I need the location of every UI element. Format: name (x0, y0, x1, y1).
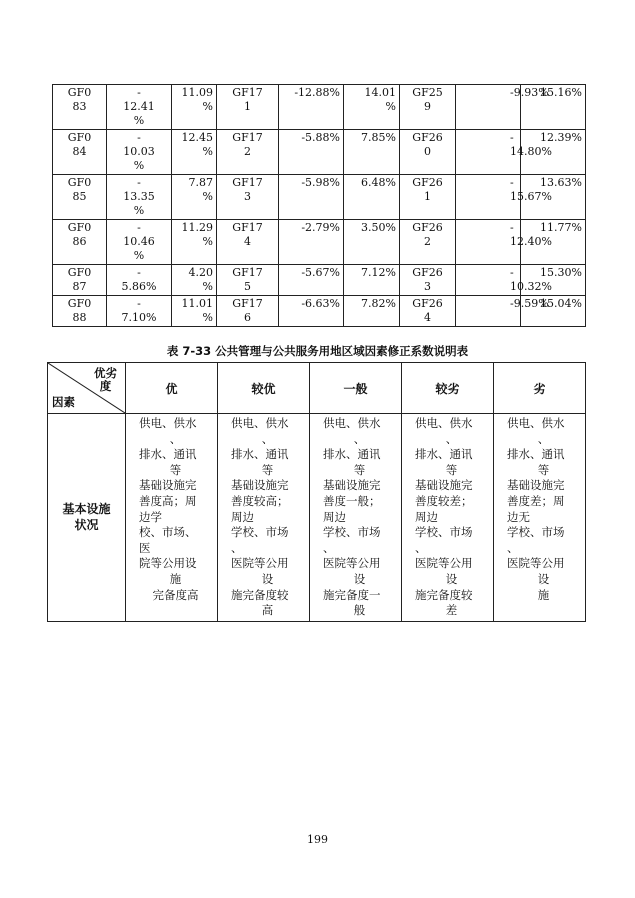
table-cell: 11.09 % (172, 85, 217, 130)
table-cell: 7.82% (344, 296, 400, 327)
factor-description-table (47, 362, 586, 622)
table-cell: GF26 3 (400, 265, 456, 296)
table-cell: GF26 2 (400, 220, 456, 265)
table-cell: GF17 2 (217, 130, 279, 175)
table-cell: GF0 83 (53, 85, 107, 130)
table-cell: GF0 88 (53, 296, 107, 327)
header-grade-2: 较优 (218, 363, 310, 414)
table-cell: - 10.03 % (107, 130, 172, 175)
table-cell: - 7.10% (107, 296, 172, 327)
table-row (53, 265, 586, 296)
table-cell: -9.59% (456, 296, 521, 327)
table-cell: - 10.46 % (107, 220, 172, 265)
table-cell: -5.67% (279, 265, 344, 296)
table-cell: 13.63% (521, 175, 586, 220)
table-cell: GF25 9 (400, 85, 456, 130)
table-cell: GF0 87 (53, 265, 107, 296)
table-cell: GF0 84 (53, 130, 107, 175)
table-cell: -2.79% (279, 220, 344, 265)
table-cell: GF17 6 (217, 296, 279, 327)
table-cell: 11.29 % (172, 220, 217, 265)
table-cell: GF17 1 (217, 85, 279, 130)
table-cell: -12.88% (279, 85, 344, 130)
table-cell: 3.50% (344, 220, 400, 265)
table-cell: 15.16% (521, 85, 586, 130)
description-cell-grade-4: 供电、供水 、 排水、通讯 等 基础设施完 善度较差； 周边 学校、市场 、 医院等公用 设 施完备度较 差 (402, 414, 494, 622)
corner-label-grade: 优劣 度 (94, 366, 117, 393)
table-row (53, 130, 586, 175)
table-cell: GF26 0 (400, 130, 456, 175)
table-cell: 15.04% (521, 296, 586, 327)
corner-label-factor: 因素 (52, 395, 75, 409)
table-cell: 12.45 % (172, 130, 217, 175)
table-row (53, 220, 586, 265)
table-cell: 15.30% (521, 265, 586, 296)
table-cell: 7.87 % (172, 175, 217, 220)
row-header-infrastructure: 基本设施 状况 (48, 414, 126, 622)
table-cell: - 5.86% (107, 265, 172, 296)
table-cell: GF26 1 (400, 175, 456, 220)
table-cell: GF0 86 (53, 220, 107, 265)
table-cell: -5.88% (279, 130, 344, 175)
table-row (53, 175, 586, 220)
page-number: 199 (307, 833, 328, 846)
header-grade-1: 优 (126, 363, 218, 414)
coefficient-table (52, 84, 586, 327)
table-caption: 表 7-33 公共管理与公共服务用地区域因素修正系数说明表 (166, 344, 469, 358)
table-cell: GF0 85 (53, 175, 107, 220)
table-cell: - 13.35 % (107, 175, 172, 220)
description-cell-grade-5: 供电、供水 、 排水、通讯 等 基础设施完 善度差；周 边无 学校、市场 、 医院等公用 设 施 (494, 414, 586, 622)
header-grade-5: 劣 (494, 363, 586, 414)
description-cell-grade-1: 供电、供水 、 排水、通讯 等 基础设施完 善度高；周 边学 校、市场、 医 院等公用设 施 完备度高 (126, 414, 218, 622)
table-cell: - 14.80% (456, 130, 521, 175)
header-grade-3: 一般 (310, 363, 402, 414)
table-cell: 6.48% (344, 175, 400, 220)
table-cell: - 15.67% (456, 175, 521, 220)
table-cell: GF17 3 (217, 175, 279, 220)
table-cell: 7.12% (344, 265, 400, 296)
table-cell: GF17 4 (217, 220, 279, 265)
table-cell: GF17 5 (217, 265, 279, 296)
table-cell: 14.01 % (344, 85, 400, 130)
table-cell: 7.85% (344, 130, 400, 175)
corner-header-cell (48, 363, 126, 414)
table-cell: 12.39% (521, 130, 586, 175)
table-cell: 11.01 % (172, 296, 217, 327)
table-row (53, 296, 586, 327)
table-row (53, 85, 586, 130)
header-grade-4: 较劣 (402, 363, 494, 414)
table-cell: 11.77% (521, 220, 586, 265)
table-cell: -6.63% (279, 296, 344, 327)
table-cell: - 12.40% (456, 220, 521, 265)
table-cell: - 12.41 % (107, 85, 172, 130)
table-cell: -5.98% (279, 175, 344, 220)
table-cell: 4.20 % (172, 265, 217, 296)
table-cell: - 10.32% (456, 265, 521, 296)
description-cell-grade-3: 供电、供水 、 排水、通讯 等 基础设施完 善度一般； 周边 学校、市场 、 医院等公用 设 施完备度一 般 (310, 414, 402, 622)
description-cell-grade-2: 供电、供水 、 排水、通讯 等 基础设施完 善度较高； 周边 学校、市场 、 医院等公用 设 施完备度较 高 (218, 414, 310, 622)
table-cell: GF26 4 (400, 296, 456, 327)
table-cell: -9.93% (456, 85, 521, 130)
